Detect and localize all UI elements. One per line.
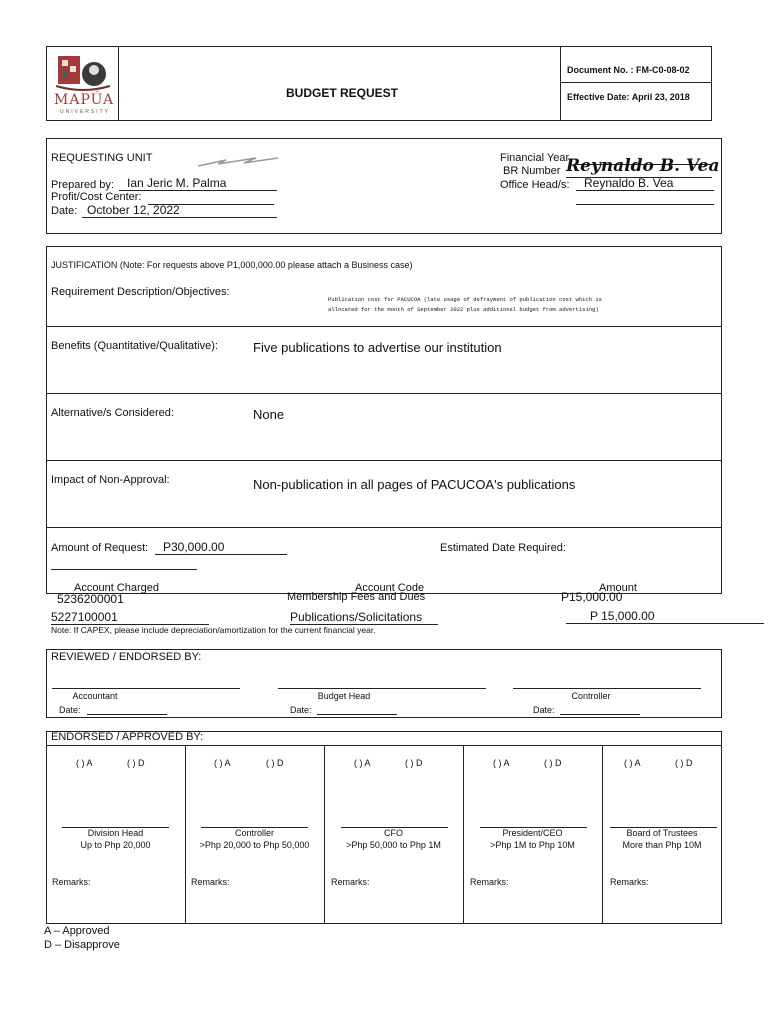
approver-4-option-a[interactable]: ( ) A (493, 758, 510, 768)
amount-value: P30,000.00 (155, 540, 287, 555)
reviewer-controller-date-label: Date: (533, 705, 555, 715)
row-1-code: Membership Fees and Dues (287, 591, 426, 603)
approved-heading: ENDORSED / APPROVED BY: (51, 731, 204, 743)
document-number: Document No. : FM-C0-08-02 (567, 65, 690, 75)
approver-4-limit: >Php 1M to Php 10M (490, 840, 575, 850)
requirement-description-label: Requirement Description/Objectives: (51, 286, 230, 298)
approver-4-title: President/CEO (502, 828, 563, 838)
office-head-label: Office Head/s: (500, 179, 570, 191)
estimated-date-label: Estimated Date Required: (440, 542, 566, 554)
office-head-signature: Reynaldo B. Vea (566, 156, 720, 176)
requirement-description-line-2: allocated for the month of September 2022 plus additional budget from advertising) (328, 306, 599, 313)
capex-note: Note: If CAPEX, please include depreciation/amortization for the current financial year. (51, 625, 376, 635)
row-1-charged: 5236200001 (57, 592, 124, 606)
impact-label: Impact of Non-Approval: (51, 474, 170, 486)
logo (52, 50, 114, 116)
prepared-by-label: Prepared by: (51, 179, 114, 191)
approver-3-remarks-label: Remarks: (331, 877, 370, 887)
benefits-label: Benefits (Quantitative/Qualitative): (51, 340, 218, 352)
reviewer-accountant-date-label: Date: (59, 705, 81, 715)
approver-3-title: CFO (384, 828, 403, 838)
page-title: BUDGET REQUEST (286, 86, 399, 100)
legend-disapprove: D – Disapprove (44, 939, 120, 951)
profit-center-label: Profit/Cost Center: (51, 191, 142, 203)
approver-3-limit: >Php 50,000 to Php 1M (346, 840, 441, 850)
approver-5-remarks-label: Remarks: (610, 877, 649, 887)
impact-value: Non-publication in all pages of PACUCOA's publications (253, 477, 576, 492)
benefits-value: Five publications to advertise our institution (253, 340, 502, 355)
justification-heading: JUSTIFICATION (Note: For requests above P1,000,000.00 please attach a Business case) (51, 260, 413, 270)
approver-1-remarks-label: Remarks: (52, 877, 91, 887)
approver-4-option-d[interactable]: ( ) D (544, 758, 562, 768)
reviewed-heading: REVIEWED / ENDORSED BY: (51, 651, 202, 663)
prepared-by-value: Ian Jeric M. Palma (119, 176, 277, 191)
date-value: October 12, 2022 (82, 203, 277, 218)
approver-1-option-d[interactable]: ( ) D (127, 758, 145, 768)
approver-5-option-d[interactable]: ( ) D (675, 758, 693, 768)
reviewer-controller-title: Controller (571, 691, 611, 701)
approver-4-remarks-label: Remarks: (470, 877, 509, 887)
approver-2-option-d[interactable]: ( ) D (266, 758, 284, 768)
approver-3-option-d[interactable]: ( ) D (405, 758, 423, 768)
row-2-charged: 5227100001 (51, 610, 209, 625)
header-box (46, 46, 712, 121)
col-account-charged: Account Charged (74, 582, 159, 594)
col-amount: Amount (599, 582, 637, 594)
approver-2-remarks-label: Remarks: (191, 877, 230, 887)
approver-2-option-a[interactable]: ( ) A (214, 758, 231, 768)
row-2-amount: P 15,000.00 (566, 609, 764, 624)
alternatives-label: Alternative/s Considered: (51, 407, 174, 419)
approver-2-limit: >Php 20,000 to Php 50,000 (199, 840, 310, 850)
col-account-code: Account Code (355, 582, 425, 594)
reviewer-budget-head-date-label: Date: (290, 705, 312, 715)
row-1-amount: P15,000.00 (561, 590, 623, 604)
reviewer-accountant-title: Accountant (72, 691, 118, 701)
logo-text: MAPÚA (54, 92, 115, 108)
approver-5-option-a[interactable]: ( ) A (624, 758, 641, 768)
amount-label: Amount of Request: (51, 542, 149, 554)
requirement-description-line-1: Publication cost for PACUCOA (late usage of defrayment of publication cost which is (328, 296, 602, 303)
approver-2-title: Controller (234, 828, 274, 838)
preparer-signature (196, 152, 282, 172)
approver-1-option-a[interactable]: ( ) A (76, 758, 93, 768)
approver-1-limit: Up to Php 20,000 (80, 840, 151, 850)
effective-date: Effective Date: April 23, 2018 (567, 92, 690, 102)
office-head-value: Reynaldo B. Vea (576, 176, 714, 191)
requesting-unit-label: REQUESTING UNIT (51, 152, 153, 164)
reviewer-budget-head-title: Budget Head (317, 691, 371, 701)
approver-5-limit: More than Php 10M (622, 840, 702, 850)
approver-1-title: Division Head (87, 828, 144, 838)
legend-approved: A – Approved (44, 925, 110, 937)
logo-subtext: UNIVERSITY (60, 109, 111, 115)
approver-3-option-a[interactable]: ( ) A (354, 758, 371, 768)
br-number-label: BR Number (503, 165, 561, 177)
date-label: Date: (51, 205, 78, 217)
approver-5-title: Board of Trustees (626, 828, 698, 838)
financial-year-label: Financial Year (500, 152, 570, 164)
alternatives-value: None (253, 407, 285, 422)
row-2-code: Publications/Solicitations (290, 610, 438, 625)
seal-icon (52, 50, 114, 94)
